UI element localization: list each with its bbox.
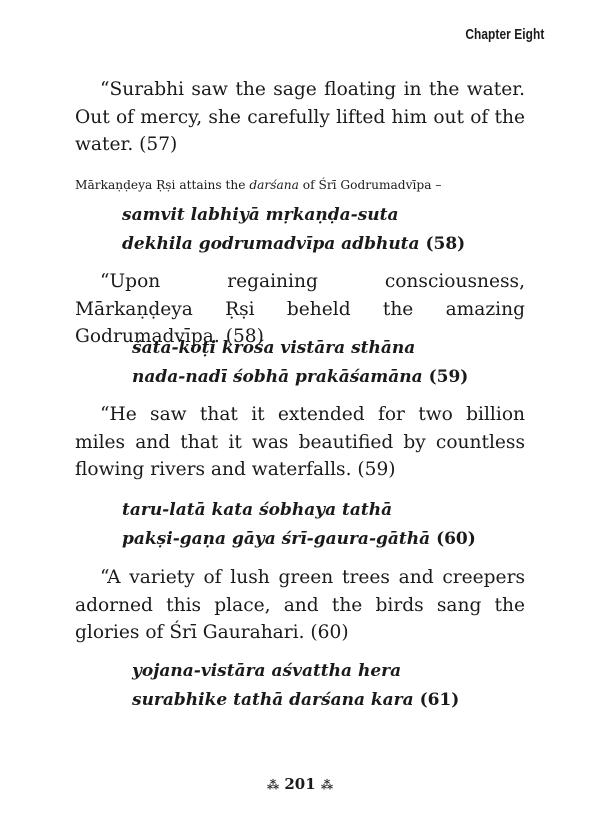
ornament-left-icon: ⁂	[266, 778, 280, 792]
verse-59-line-2-text: nada-nadī śobhā prakāśamāna	[132, 367, 423, 387]
verse-59-line-1: śata-koṭi krośa vistāra sthāna	[132, 338, 416, 358]
section-caption	[75, 176, 535, 194]
page-footer	[0, 775, 600, 793]
chapter-header: Chapter Eight	[464, 27, 544, 43]
caption-text-post: of Śrī Godrumadvīpa –	[298, 178, 442, 192]
verse-61-line-2-text: surabhike tathā darśana kara	[132, 690, 414, 710]
verse-61-line-2	[132, 686, 459, 715]
verse-61	[132, 657, 459, 715]
paragraph-60: “A variety of lush green trees and creepers adorned this place, and the birds sang the glories of Śrī Gaurahari. (60)	[75, 567, 525, 643]
verse-58	[122, 201, 465, 259]
verse-61-number: (61)	[419, 690, 460, 710]
paragraph-58: “Upon regaining consciousness, Mārkaṇḍeya Ṛṣi beheld the amazing Godrumadvīpa. (58)	[75, 271, 525, 347]
page-number: 201	[284, 775, 316, 793]
verse-60-line-2	[122, 525, 476, 554]
verse-58-line-2-text: dekhila godrumadvīpa adbhuta	[122, 234, 420, 254]
verse-59	[132, 334, 468, 392]
caption-text-pre: Mārkaṇḍeya Ṛṣi attains the	[75, 178, 250, 192]
verse-59-number: (59)	[428, 367, 469, 387]
verse-60	[122, 496, 476, 554]
verse-58-line-2	[122, 230, 465, 259]
verse-60-number: (60)	[436, 529, 476, 549]
verse-58-number: (58)	[425, 234, 466, 254]
verse-60-line-2-text: pakṣi-gaṇa gāya śrī-gaura-gāthā	[122, 529, 431, 549]
paragraph-57: “Surabhi saw the sage floating in the water. Out of mercy, she carefully lifted him out of the water. (57)	[75, 79, 525, 155]
verse-60-line-1: taru-latā kata śobhaya tathā	[122, 500, 393, 520]
verse-61-line-1: yojana-vistāra aśvattha hera	[132, 661, 402, 681]
caption-text-em: darśana	[249, 178, 299, 192]
verse-59-line-2	[132, 363, 468, 392]
verse-58-line-1: samvit labhiyā mṛkaṇḍa-suta	[122, 205, 399, 225]
paragraph-59: “He saw that it extended for two billion miles and that it was beautified by countless flowing rivers and waterfalls. (59)	[75, 404, 525, 480]
ornament-right-icon: ⁂	[320, 778, 334, 792]
